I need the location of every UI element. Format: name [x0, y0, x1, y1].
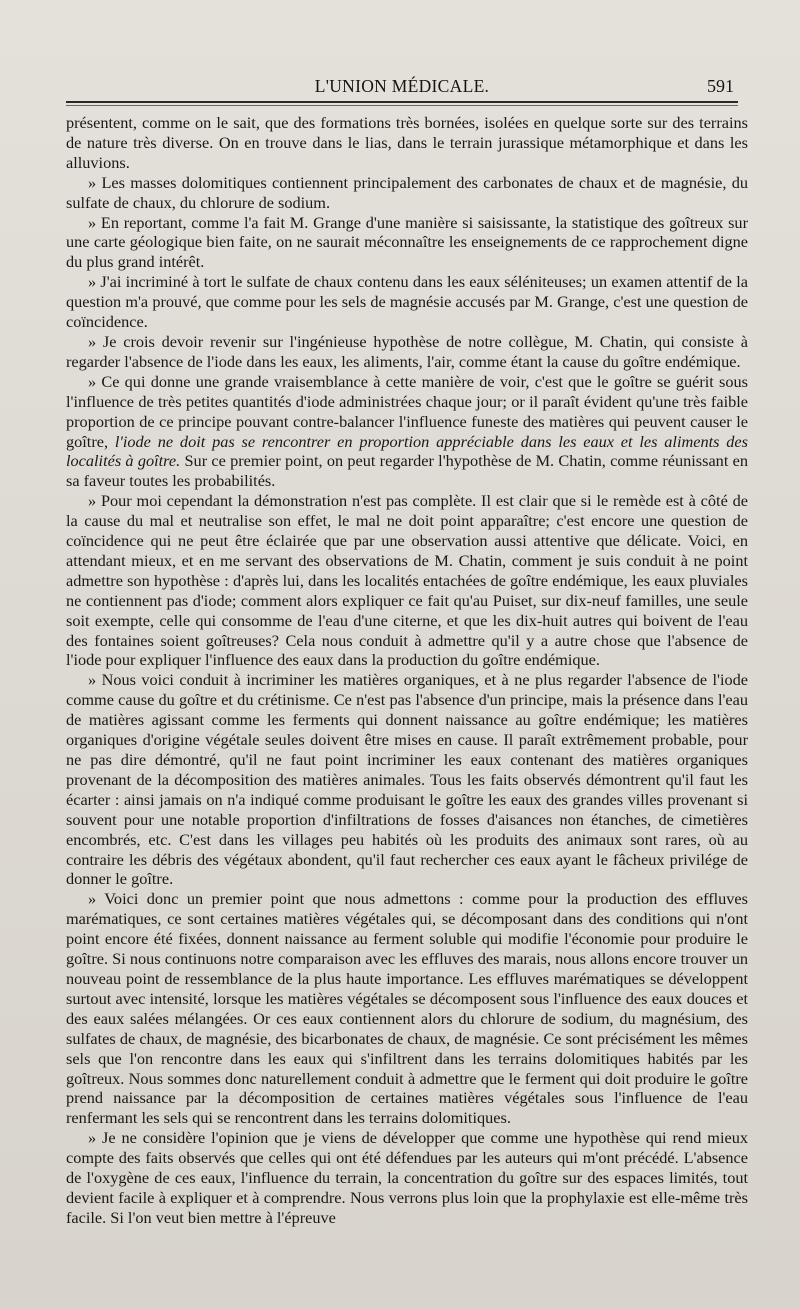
paragraph: » Les masses dolomitiques contiennent principalement des carbonates de chaux et de magnésie, du sulfate de chaux, du chlorure de sodium.	[66, 172, 748, 212]
page-number: 591	[707, 76, 734, 96]
paragraph: » Je ne considère l'opinion que je viens de développer que comme une hypothèse qui rend mieux compte des faits observés que celles qui ont été défendues par les auteurs qui m'ont précédé. L'absence de l'oxygène de ces eaux, l'influence du terrain, la concentration du goître sur des espaces limités, tout devient facile à expliquer et à comprendre. Nous verrons plus loin que la prophylaxie est elle-même très facile. Si l'on veut bien mettre à l'épreuve	[66, 1128, 748, 1227]
header-rule	[66, 101, 738, 103]
paragraph-text: Sur ce premier point, on peut regarder l'hypothèse de M. Chatin, comme réunissant en sa faveur toutes les probabilités.	[66, 451, 748, 491]
paragraph: présentent, comme on le sait, que des formations très bornées, isolées en quelque sorte sur des terrains de nature très diverse. On en trouve dans le lias, dans le terrain jurassique métamorphique et dans les alluvions.	[66, 113, 748, 172]
paragraph-text: » Ce qui donne une grande vraisemblance à cette manière de voir, c'est que le goître se guérit sous l'influence de très petites quantités d'iode administrées chaque jour; or il paraît évident qu'une très faible proportion de ce principe pouvant contre-balancer l'influence funeste des matières qui peuvent causer le goître,	[66, 371, 748, 451]
header-rule-thin	[66, 105, 738, 106]
paragraph	[66, 372, 748, 491]
page-header	[66, 70, 738, 100]
running-title: L'UNION MÉDICALE.	[314, 76, 490, 96]
paragraph: » J'ai incriminé à tort le sulfate de chaux contenu dans les eaux séléniteuses; un examen attentif de la question m'a prouvé, que comme pour les sels de magnésie accusés par M. Grange, c'est une question de coïncidence.	[66, 272, 748, 332]
paragraph: » Voici donc un premier point que nous admettons : comme pour la production des effluves marématiques, ce sont certaines matières végétales qui, se décomposant dans des conditions qui n'ont point encore été fixées, donnent naissance au ferment soluble qui modifie l'économie pour produire le goître. Si nous continuons notre comparaison avec les effluves des marais, nous allons encore trouver un nouveau point de ressemblance de la plus haute importance. Les effluves marématiques se développent surtout avec intensité, lorsque les matières végétales se décomposent sous l'influence des eaux douces et des eaux salées mélangées. Or ces eaux contiennent alors du chlorure de sodium, du magnésium, des sulfates de chaux, de magnésie, des bicarbonates de chaux, de magnésie. Ce sont précisément les mêmes sels que l'on rencontre dans les eaux qui s'infiltrent dans les terrains dolomitiques habités par les goîtreux. Nous sommes donc naturellement conduit à admettre que le ferment qui doit produire le goître prend naissance par la décomposition de certaines matières végétales sous l'influence de l'eau renfermant les sels qui se rencontrent dans les terrains dolomitiques.	[66, 889, 748, 1128]
paragraph: » Pour moi cependant la démonstration n'est pas complète. Il est clair que si le remède est à côté de la cause du mal et neutralise son effet, le mal ne doit point apparaître; c'est encore une question de coïncidence qui ne peut être éclairée que par une observation aussi attentive que délicate. Voici, en attendant mieux, et en me servant des observations de M. Chatin, comment je suis conduit à ne point admettre son hypothèse : d'après lui, dans les localités entachées de goître endémique, les eaux pluviales ne contiennent pas d'iode; comment alors expliquer ce fait qu'au Puiset, sur dix-neuf familles, une seule soit exempte, celle qui consomme de l'eau d'une citerne, et que les dix-huit autres qui boivent de l'eau des fontaines soient goîtreuses? Cela nous conduit à admettre qu'il y a autre chose que l'absence de l'iode pour expliquer l'influence des eaux dans la production du goître endémique.	[66, 491, 748, 670]
body-text	[66, 113, 748, 1228]
paragraph: » Nous voici conduit à incriminer les matières organiques, et à ne plus regarder l'absence de l'iode comme cause du goître et du crétinisme. Ce n'est pas l'absence d'un principe, mais la présence dans l'eau de matières agissant comme les ferments qui donnent naissance au goître endémique; les matières organiques d'origine végétale seules doivent être mises en cause. Il paraît extrêmement probable, pour ne pas dire démontré, qu'il ne faut point incriminer les eaux contenant des matières organiques provenant de la décomposition des matières animales. Tous les faits observés démontrent qu'il faut les écarter : ainsi jamais on n'a indiqué comme produisant le goître les eaux des grandes villes provenant si souvent pour une notable proportion d'infiltrations de fosses d'aisances non étanches, de cimetières encombrés, etc. C'est dans les villages peu habités où les produits des animaux sont rares, où au contraire les débris des végétaux abondent, qu'il faut rechercher ces eaux ayant le fâcheux privilége de donner le goître.	[66, 670, 748, 889]
paragraph: » Je crois devoir revenir sur l'ingénieuse hypothèse de notre collègue, M. Chatin, qui consiste à regarder l'absence de l'iode dans les eaux, les aliments, l'air, comme étant la cause du goître endémique.	[66, 331, 748, 371]
italic-phrase: l'iode ne doit pas se rencontrer en proportion appréciable dans les eaux et les aliments des localités à goître.	[66, 431, 748, 471]
paragraph: » En reportant, comme l'a fait M. Grange d'une manière si saisissante, la statistique des goîtreux sur une carte géologique bien faite, on ne saurait méconnaître les enseignements de ce rapprochement digne du plus grand intérêt.	[66, 212, 748, 272]
